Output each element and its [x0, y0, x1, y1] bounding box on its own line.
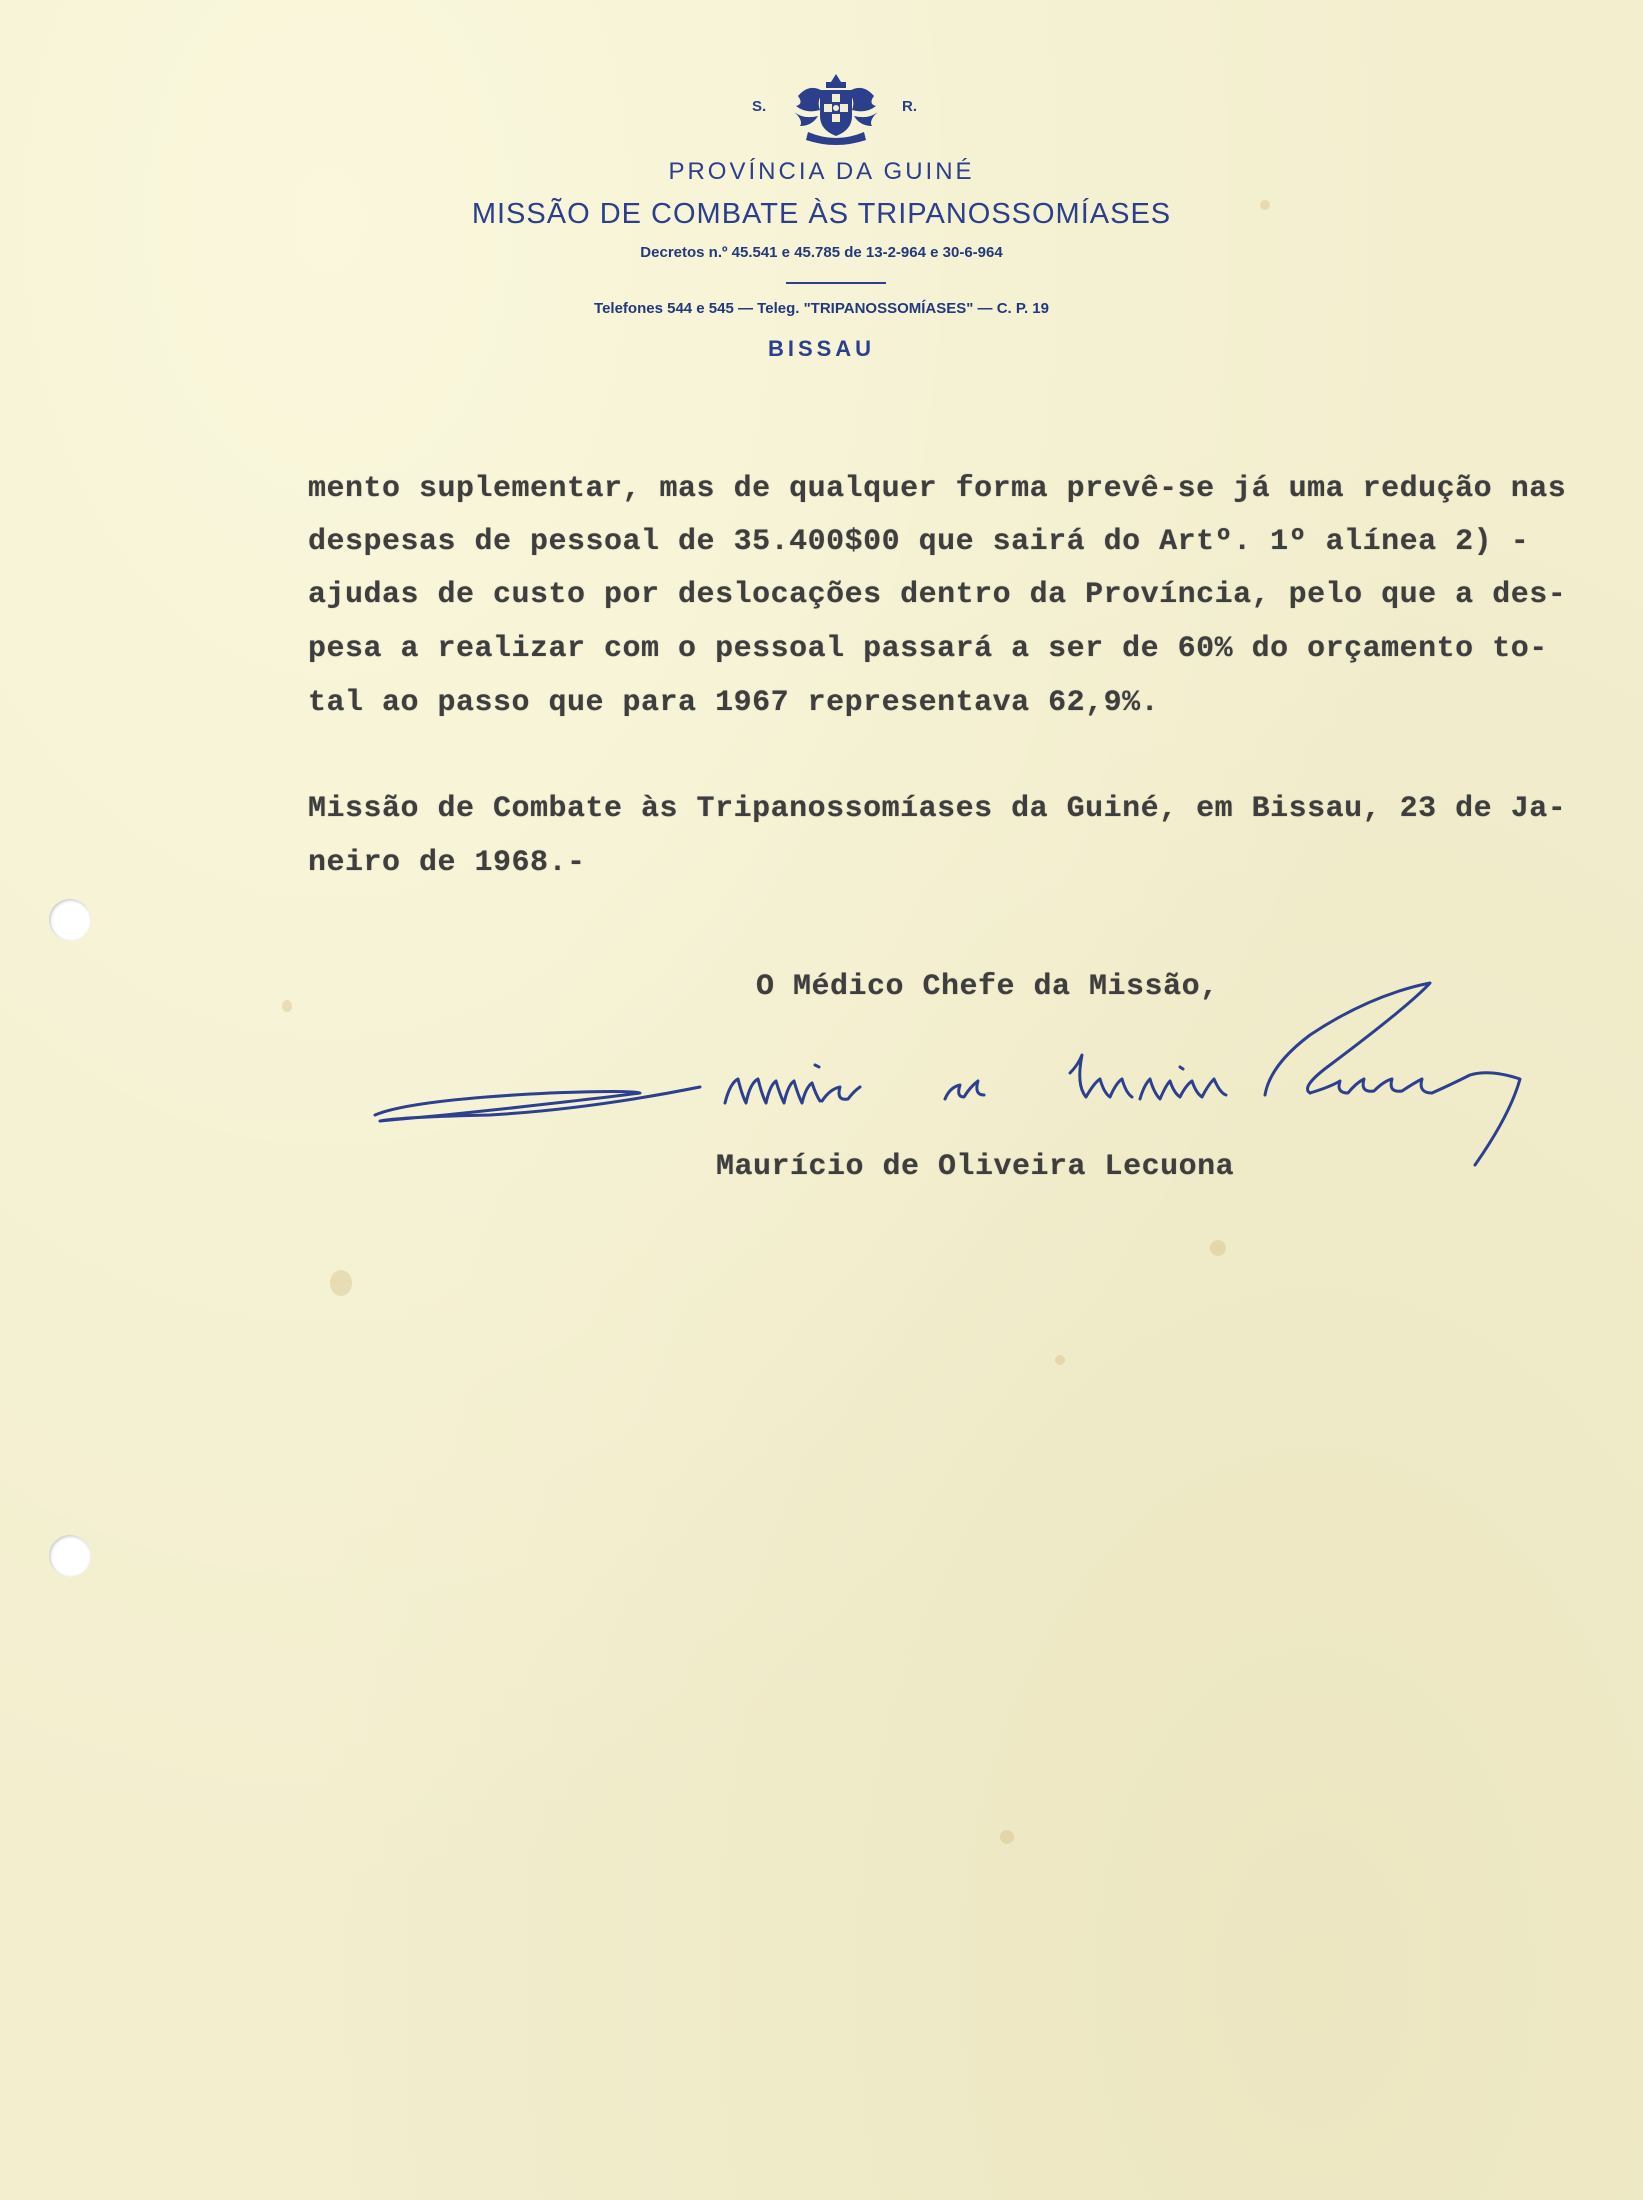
paper-stain	[1000, 1830, 1014, 1844]
punch-hole	[49, 1535, 91, 1577]
paper-stain	[1210, 1240, 1226, 1256]
body-paragraph1-line: pesa a realizar com o pessoal passará a ser de 60% do orçamento to-	[308, 632, 1548, 666]
paper-stain	[282, 1000, 292, 1012]
punch-hole	[49, 899, 91, 941]
signer-name: Maurício de Oliveira Lecuona	[716, 1150, 1235, 1184]
letterhead-decrees: Decretos n.º 45.541 e 45.785 de 13-2-964 e 30-6-964	[640, 244, 1003, 261]
letterhead-r-label: R.	[902, 98, 917, 115]
closing-title: O Médico Chefe da Missão,	[756, 970, 1219, 1004]
paper-stain	[330, 1270, 352, 1296]
body-paragraph1-line: mento suplementar, mas de qualquer forma prevê-se já uma redução nas	[308, 472, 1567, 506]
body-paragraph2-line: neiro de 1968.-	[308, 846, 586, 880]
body-paragraph1-line: despesas de pessoal de 35.400$00 que sairá do Artº. 1º alínea 2) -	[308, 525, 1530, 559]
letterhead-s-label: S.	[752, 98, 767, 115]
body-paragraph2-line: Missão de Combate às Tripanossomíases da Guiné, em Bissau, 23 de Ja-	[308, 792, 1567, 826]
letterhead-divider	[786, 282, 886, 284]
letterhead-city: BISSAU	[767, 336, 876, 361]
coat-of-arms-icon	[788, 70, 884, 148]
body-paragraph1-line: tal ao passo que para 1967 representava 62,9%.	[308, 686, 1160, 720]
letterhead-mission: MISSÃO DE COMBATE ÀS TRIPANOSSOMÍASES	[471, 198, 1172, 230]
letterhead-sr-row	[0, 70, 1643, 150]
body-paragraph1-line: ajudas de custo por deslocações dentro da Província, pelo que a des-	[308, 578, 1567, 612]
letterhead-province: PROVÍNCIA DA GUINÉ	[668, 158, 975, 185]
letterhead-phones: Telefones 544 e 545 — Teleg. "TRIPANOSSOMÍASES" — C. P. 19	[594, 300, 1049, 317]
handwritten-signature	[370, 975, 1570, 1175]
paper-stain	[1055, 1355, 1065, 1365]
